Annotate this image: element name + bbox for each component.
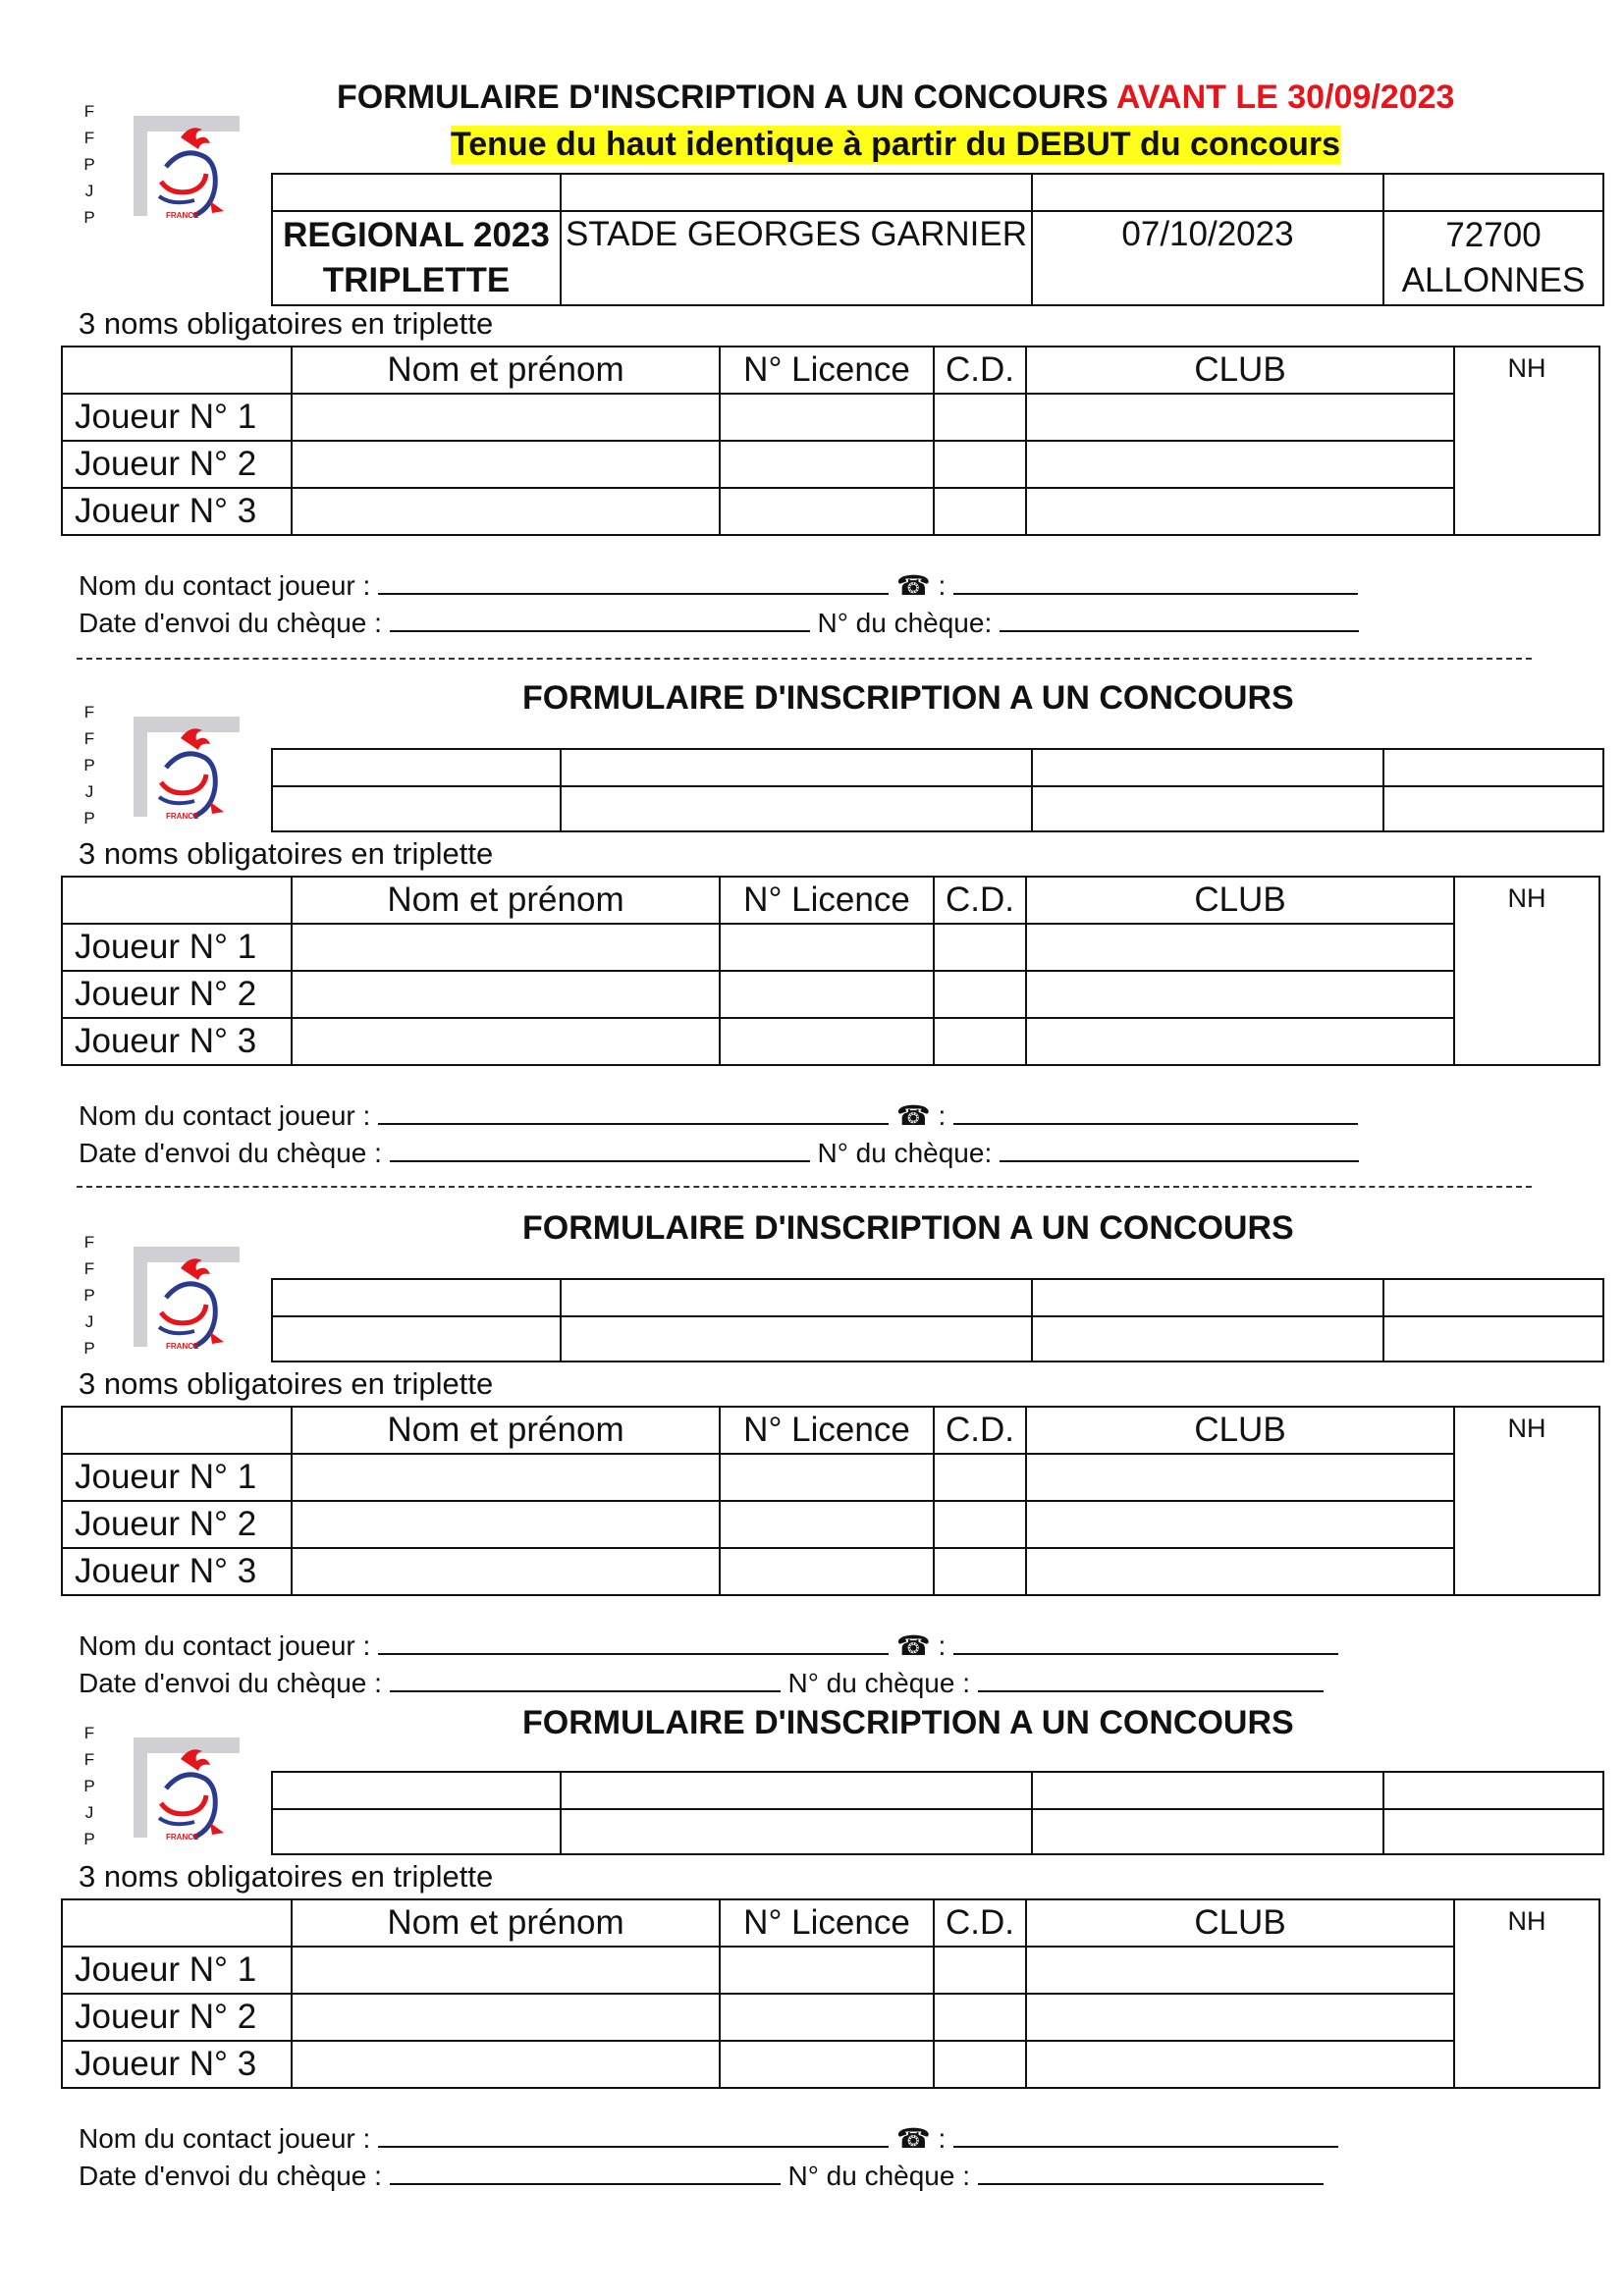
player-licence-field[interactable] bbox=[720, 924, 934, 971]
player-label: Joueur N° 3 bbox=[62, 488, 292, 535]
event-field[interactable] bbox=[272, 786, 561, 831]
player-cd-field[interactable] bbox=[934, 1548, 1026, 1595]
form-title: FORMULAIRE D'INSCRIPTION A UN CONCOURS bbox=[522, 679, 1294, 717]
contact-name-field[interactable] bbox=[378, 1628, 889, 1655]
col-club: CLUB bbox=[1026, 347, 1454, 394]
player-cd-field[interactable] bbox=[934, 441, 1026, 488]
player-cd-field[interactable] bbox=[934, 1501, 1026, 1548]
players-table bbox=[61, 1406, 1600, 1596]
player-row bbox=[62, 2041, 1599, 2088]
player-label: Joueur N° 3 bbox=[62, 2041, 292, 2088]
player-club-field[interactable] bbox=[1026, 1018, 1454, 1065]
phone-icon: ☎ bbox=[895, 1630, 931, 1661]
player-label: Joueur N° 2 bbox=[62, 1501, 292, 1548]
player-name-field[interactable] bbox=[292, 1018, 720, 1065]
player-licence-field[interactable] bbox=[720, 971, 934, 1018]
col-cd: C.D. bbox=[934, 877, 1026, 924]
player-row bbox=[62, 1994, 1599, 2041]
mandatory-note: 3 noms obligatoires en triplette bbox=[79, 836, 494, 871]
player-club-field[interactable] bbox=[1026, 924, 1454, 971]
col-name: Nom et prénom bbox=[292, 877, 720, 924]
player-label: Joueur N° 1 bbox=[62, 394, 292, 441]
cheque-date-field[interactable] bbox=[390, 1135, 810, 1162]
mandatory-note: 3 noms obligatoires en triplette bbox=[79, 306, 494, 341]
col-nh: NH bbox=[1454, 1899, 1599, 2088]
col-cd: C.D. bbox=[934, 347, 1026, 394]
player-row bbox=[62, 1501, 1599, 1548]
rooster-icon bbox=[112, 1730, 240, 1852]
player-club-field[interactable] bbox=[1026, 1947, 1454, 1994]
player-label: Joueur N° 1 bbox=[62, 1947, 292, 1994]
player-cd-field[interactable] bbox=[934, 924, 1026, 971]
player-licence-field[interactable] bbox=[720, 1548, 934, 1595]
event-field[interactable] bbox=[1032, 749, 1383, 786]
player-club-field[interactable] bbox=[1026, 1548, 1454, 1595]
cheque-number-field[interactable] bbox=[1000, 1135, 1359, 1162]
col-nh: NH bbox=[1454, 877, 1599, 1065]
player-row bbox=[62, 1548, 1599, 1595]
ffpj-logo bbox=[82, 1720, 240, 1847]
cheque-line: Date d'envoi du chèque : N° du chèque : bbox=[79, 2158, 1324, 2192]
svg-text:FRANCE: FRANCE bbox=[166, 211, 199, 220]
event-date: 07/10/2023 bbox=[1032, 211, 1383, 305]
col-name: Nom et prénom bbox=[292, 1407, 720, 1454]
event-location: 72700 ALLONNES bbox=[1383, 211, 1603, 305]
player-club-field[interactable] bbox=[1026, 971, 1454, 1018]
form-title-main: FORMULAIRE D'INSCRIPTION A UN CONCOURS AVANT LE 30/09/2023 bbox=[337, 79, 1455, 116]
contact-line: Nom du contact joueur : ☎ : bbox=[79, 567, 1358, 602]
svg-text:FRANCE: FRANCE bbox=[166, 1833, 199, 1842]
col-name: Nom et prénom bbox=[292, 1899, 720, 1947]
contact-line: Nom du contact joueur : ☎ : bbox=[79, 2120, 1338, 2155]
event-field[interactable] bbox=[561, 1809, 1032, 1854]
player-name-field[interactable] bbox=[292, 924, 720, 971]
event-field[interactable] bbox=[272, 749, 561, 786]
col-licence: N° Licence bbox=[720, 1899, 934, 1947]
cheque-line: Date d'envoi du chèque : N° du chèque: bbox=[79, 1135, 1359, 1169]
event-field[interactable] bbox=[561, 749, 1032, 786]
col-cd: C.D. bbox=[934, 1899, 1026, 1947]
cheque-number-field[interactable] bbox=[978, 2158, 1324, 2185]
event-field[interactable] bbox=[1032, 1316, 1383, 1362]
player-row bbox=[62, 488, 1599, 535]
event-table-blank bbox=[271, 1771, 1604, 1855]
contact-name-field[interactable] bbox=[378, 1097, 889, 1125]
player-cd-field[interactable] bbox=[934, 971, 1026, 1018]
event-table-blank bbox=[271, 748, 1604, 832]
ffpj-logo bbox=[82, 1229, 240, 1357]
cut-line bbox=[77, 658, 1532, 660]
player-licence-field[interactable] bbox=[720, 1454, 934, 1501]
event-field[interactable] bbox=[272, 1772, 561, 1809]
player-licence-field[interactable] bbox=[720, 1994, 934, 2041]
phone-field[interactable] bbox=[953, 1097, 1358, 1125]
player-row bbox=[62, 971, 1599, 1018]
player-row bbox=[62, 441, 1599, 488]
player-cd-field[interactable] bbox=[934, 1018, 1026, 1065]
event-category: REGIONAL 2023 TRIPLETTE bbox=[272, 211, 561, 305]
event-field[interactable] bbox=[1383, 1279, 1603, 1316]
event-field[interactable] bbox=[561, 786, 1032, 831]
cheque-date-field[interactable] bbox=[390, 1665, 781, 1692]
ffpj-logo bbox=[82, 98, 240, 226]
player-cd-field[interactable] bbox=[934, 2041, 1026, 2088]
event-field[interactable] bbox=[272, 1809, 561, 1854]
player-name-field[interactable] bbox=[292, 2041, 720, 2088]
col-cd: C.D. bbox=[934, 1407, 1026, 1454]
col-club: CLUB bbox=[1026, 877, 1454, 924]
event-table-blank bbox=[271, 1278, 1604, 1362]
player-label: Joueur N° 1 bbox=[62, 1454, 292, 1501]
event-venue: STADE GEORGES GARNIER bbox=[561, 211, 1032, 305]
event-field[interactable] bbox=[272, 1316, 561, 1362]
phone-field[interactable] bbox=[953, 1628, 1338, 1655]
contact-name-field[interactable] bbox=[378, 2120, 889, 2148]
phone-icon: ☎ bbox=[895, 2123, 931, 2154]
event-field[interactable] bbox=[1383, 1809, 1603, 1854]
player-name-field[interactable] bbox=[292, 1501, 720, 1548]
phone-icon: ☎ bbox=[895, 570, 931, 601]
form-title: FORMULAIRE D'INSCRIPTION A UN CONCOURS bbox=[522, 1209, 1294, 1247]
col-club: CLUB bbox=[1026, 1407, 1454, 1454]
player-name-field[interactable] bbox=[292, 441, 720, 488]
player-club-field[interactable] bbox=[1026, 394, 1454, 441]
rooster-icon bbox=[112, 108, 240, 231]
event-field[interactable] bbox=[1383, 786, 1603, 831]
event-field[interactable] bbox=[1032, 1279, 1383, 1316]
player-name-field[interactable] bbox=[292, 1994, 720, 2041]
player-licence-field[interactable] bbox=[720, 441, 934, 488]
logo-letters: F F P J P bbox=[83, 1233, 95, 1358]
players-table bbox=[61, 876, 1600, 1066]
phone-field[interactable] bbox=[953, 2120, 1338, 2148]
col-nh: NH bbox=[1454, 347, 1599, 535]
event-field[interactable] bbox=[561, 1279, 1032, 1316]
player-licence-field[interactable] bbox=[720, 394, 934, 441]
col-nh: NH bbox=[1454, 1407, 1599, 1595]
col-name: Nom et prénom bbox=[292, 347, 720, 394]
event-field[interactable] bbox=[272, 1279, 561, 1316]
player-name-field[interactable] bbox=[292, 488, 720, 535]
cheque-number-field[interactable] bbox=[978, 1665, 1324, 1692]
players-table bbox=[61, 346, 1600, 536]
col-licence: N° Licence bbox=[720, 1407, 934, 1454]
deadline: AVANT LE 30/09/2023 bbox=[1115, 79, 1455, 116]
player-name-field[interactable] bbox=[292, 971, 720, 1018]
player-cd-field[interactable] bbox=[934, 1454, 1026, 1501]
event-field[interactable] bbox=[1383, 1772, 1603, 1809]
logo-letters: F F P J P bbox=[83, 102, 95, 227]
event-field[interactable] bbox=[1032, 1809, 1383, 1854]
logo-letters: F F P J P bbox=[83, 703, 95, 828]
player-label: Joueur N° 2 bbox=[62, 971, 292, 1018]
col-licence: N° Licence bbox=[720, 347, 934, 394]
rooster-icon bbox=[112, 709, 240, 831]
player-licence-field[interactable] bbox=[720, 1947, 934, 1994]
player-row bbox=[62, 1947, 1599, 1994]
event-table bbox=[271, 173, 1604, 306]
player-row bbox=[62, 394, 1599, 441]
player-cd-field[interactable] bbox=[934, 394, 1026, 441]
player-label: Joueur N° 3 bbox=[62, 1548, 292, 1595]
player-licence-field[interactable] bbox=[720, 1501, 934, 1548]
mandatory-note: 3 noms obligatoires en triplette bbox=[79, 1859, 494, 1894]
col-club: CLUB bbox=[1026, 1899, 1454, 1947]
player-cd-field[interactable] bbox=[934, 1947, 1026, 1994]
player-name-field[interactable] bbox=[292, 1454, 720, 1501]
contact-name-field[interactable] bbox=[378, 567, 889, 595]
dress-code-notice: Tenue du haut identique à partir du DEBUT du concours bbox=[451, 126, 1341, 163]
svg-text:FRANCE: FRANCE bbox=[166, 812, 199, 821]
player-licence-field[interactable] bbox=[720, 2041, 934, 2088]
player-club-field[interactable] bbox=[1026, 1454, 1454, 1501]
ffpj-logo bbox=[82, 699, 240, 827]
rooster-icon bbox=[112, 1239, 240, 1362]
cheque-line: Date d'envoi du chèque : N° du chèque: bbox=[79, 605, 1359, 639]
event-field[interactable] bbox=[561, 1772, 1032, 1809]
player-label: Joueur N° 2 bbox=[62, 441, 292, 488]
player-club-field[interactable] bbox=[1026, 1501, 1454, 1548]
event-field[interactable] bbox=[1383, 749, 1603, 786]
player-label: Joueur N° 2 bbox=[62, 1994, 292, 2041]
mandatory-note: 3 noms obligatoires en triplette bbox=[79, 1366, 494, 1401]
player-label: Joueur N° 3 bbox=[62, 1018, 292, 1065]
svg-text:FRANCE: FRANCE bbox=[166, 1342, 199, 1351]
event-field[interactable] bbox=[1383, 1316, 1603, 1362]
contact-line: Nom du contact joueur : ☎ : bbox=[79, 1628, 1338, 1662]
form-title: FORMULAIRE D'INSCRIPTION A UN CONCOURS bbox=[522, 1704, 1294, 1741]
player-label: Joueur N° 1 bbox=[62, 924, 292, 971]
player-club-field[interactable] bbox=[1026, 441, 1454, 488]
player-licence-field[interactable] bbox=[720, 1018, 934, 1065]
event-field[interactable] bbox=[1032, 1772, 1383, 1809]
player-name-field[interactable] bbox=[292, 1548, 720, 1595]
logo-letters: F F P J P bbox=[83, 1724, 95, 1848]
player-cd-field[interactable] bbox=[934, 488, 1026, 535]
event-field[interactable] bbox=[1032, 786, 1383, 831]
player-club-field[interactable] bbox=[1026, 1994, 1454, 2041]
player-row bbox=[62, 1454, 1599, 1501]
player-cd-field[interactable] bbox=[934, 1994, 1026, 2041]
player-licence-field[interactable] bbox=[720, 488, 934, 535]
cut-line bbox=[77, 1186, 1532, 1188]
phone-field[interactable] bbox=[953, 567, 1358, 595]
cheque-line: Date d'envoi du chèque : N° du chèque : bbox=[79, 1665, 1324, 1699]
cheque-date-field[interactable] bbox=[390, 2158, 781, 2185]
player-row bbox=[62, 1018, 1599, 1065]
player-name-field[interactable] bbox=[292, 394, 720, 441]
player-row bbox=[62, 924, 1599, 971]
event-field[interactable] bbox=[561, 1316, 1032, 1362]
player-club-field[interactable] bbox=[1026, 2041, 1454, 2088]
cheque-date-field[interactable] bbox=[390, 605, 810, 632]
contact-line: Nom du contact joueur : ☎ : bbox=[79, 1097, 1358, 1132]
player-club-field[interactable] bbox=[1026, 488, 1454, 535]
phone-icon: ☎ bbox=[895, 1100, 931, 1131]
cheque-number-field[interactable] bbox=[1000, 605, 1359, 632]
players-table bbox=[61, 1898, 1600, 2089]
player-name-field[interactable] bbox=[292, 1947, 720, 1994]
col-licence: N° Licence bbox=[720, 877, 934, 924]
